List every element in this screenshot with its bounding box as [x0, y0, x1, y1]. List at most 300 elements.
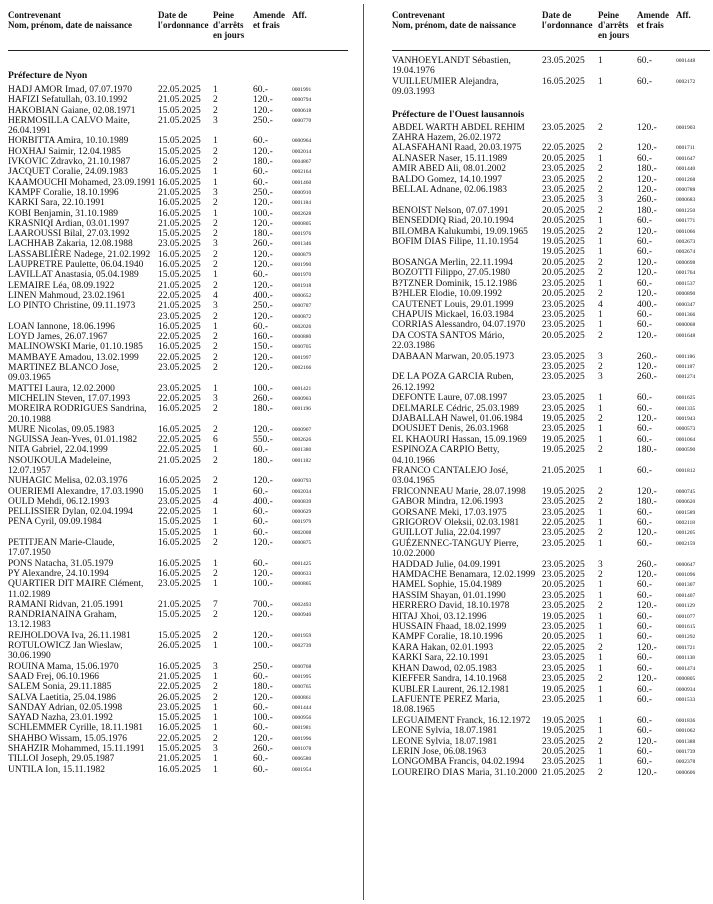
affaire-number: 0002159 — [676, 540, 696, 547]
contrevenant-name: LAAROUSSI Bilal, 27.03.1992 — [8, 229, 130, 240]
ordonnance-date: 23.05.2025 — [542, 601, 585, 612]
affaire-number: 0000633 — [292, 570, 312, 577]
contrevenant-name: ROUINA Mama, 15.06.1970 — [8, 661, 119, 672]
contrevenant-name: SAAD Frej, 06.10.1966 — [8, 671, 100, 682]
ordonnance-date: 15.05.2025 — [158, 713, 201, 724]
list-item — [392, 279, 710, 289]
peine-jours: 2 — [598, 268, 603, 279]
peine-jours: 1 — [598, 580, 603, 591]
table-header — [392, 10, 710, 50]
affaire-number: 0001205 — [676, 530, 696, 537]
list-item — [8, 167, 348, 177]
ordonnance-date: 19.05.2025 — [542, 486, 585, 497]
peine-jours: 1 — [213, 702, 218, 713]
peine-jours: 1 — [213, 723, 218, 734]
peine-jours: 3 — [213, 393, 218, 404]
contrevenant-name: MALINOWSKI Marie, 01.10.1985 — [8, 342, 143, 353]
ordonnance-date: 19.05.2025 — [542, 413, 585, 424]
list-item — [392, 310, 710, 320]
list-item — [392, 632, 710, 642]
affaire-number: 0000940 — [292, 612, 312, 619]
amende-frais: 60.- — [637, 278, 653, 289]
amende-frais: 60.- — [637, 424, 653, 435]
ordonnance-date: 23.05.2025 — [542, 309, 585, 320]
contrevenant-name: CAUTENET Louis, 29.01.1999 — [392, 299, 514, 310]
affaire-number: 0001380 — [292, 447, 312, 454]
ordonnance-date: 23.05.2025 — [158, 363, 201, 374]
peine-jours: 2 — [213, 568, 218, 579]
contrevenant-name: UNTILA Ion, 15.11.1982 — [8, 764, 106, 775]
contrevenant-name: QUARTIER DIT MAIRE Clément, 11.02.1989 — [8, 579, 144, 600]
affaire-number: 0002014 — [292, 148, 312, 155]
affaire-number: 0001537 — [676, 280, 696, 287]
peine-jours: 2 — [598, 143, 603, 154]
amende-frais: 400.- — [253, 290, 273, 301]
peine-jours: 2 — [213, 105, 218, 116]
peine-jours: 1 — [598, 216, 603, 227]
ordonnance-date: 23.05.2025 — [542, 351, 585, 362]
list-item — [8, 497, 348, 507]
ordonnance-date: 23.05.2025 — [542, 278, 585, 289]
peine-jours: 1 — [213, 517, 218, 528]
ordonnance-date: 23.05.2025 — [542, 299, 585, 310]
header-aff: Aff. — [676, 10, 691, 20]
peine-jours: 1 — [598, 694, 603, 705]
affaire-number: 0000875 — [292, 540, 312, 547]
list-item — [392, 331, 710, 352]
contrevenant-name: PY Alexandre, 24.10.1994 — [8, 568, 109, 579]
ordonnance-date: 23.05.2025 — [542, 622, 585, 633]
contrevenant-name: SHAHBO Wissam, 15.05.1976 — [8, 733, 127, 744]
contrevenant-name: PENA Cyril, 09.09.1984 — [8, 517, 102, 528]
ordonnance-date: 22.05.2025 — [158, 507, 201, 518]
contrevenant-name: LERIN Jose, 06.08.1963 — [392, 746, 487, 757]
peine-jours: 1 — [213, 383, 218, 394]
peine-jours: 2 — [213, 476, 218, 487]
list-item — [8, 219, 348, 229]
header-amende: Amende et frais — [637, 10, 669, 30]
contrevenant-name: GORSANE Meki, 17.03.1975 — [392, 507, 507, 518]
list-item — [392, 206, 710, 216]
peine-jours: 2 — [598, 330, 603, 341]
amende-frais: 120.- — [253, 476, 273, 487]
list-item — [8, 291, 348, 301]
list-item — [392, 664, 710, 674]
list-item — [392, 143, 710, 153]
list-item — [8, 517, 348, 538]
ordonnance-date: 23.05.2025 — [542, 320, 585, 331]
list-item — [8, 394, 348, 404]
amende-frais: 120.- — [253, 610, 273, 621]
amende-frais: 120.- — [637, 257, 657, 268]
peine-jours: 2 — [213, 630, 218, 641]
list-item — [392, 175, 710, 185]
header-amende: Amende et frais — [253, 10, 285, 30]
affaire-number: 0001970 — [292, 272, 312, 279]
contrevenant-name: HOXHAJ Saimir, 12.04.1985 — [8, 146, 121, 157]
ordonnance-date: 23.05.2025 — [542, 497, 585, 508]
list-item — [8, 744, 348, 754]
list-item — [8, 507, 348, 517]
list-item — [392, 300, 710, 310]
peine-jours: 1 — [598, 653, 603, 664]
affaire-number: 0000910 — [292, 189, 312, 196]
section-title: Préfecture de Nyon — [8, 70, 88, 81]
peine-jours: 2 — [213, 157, 218, 168]
peine-jours: 2 — [213, 218, 218, 229]
peine-jours: 1 — [213, 136, 218, 147]
list-item — [8, 476, 348, 486]
amende-frais: 120.- — [637, 143, 657, 154]
ordonnance-date: 20.05.2025 — [542, 216, 585, 227]
peine-jours: 1 — [598, 590, 603, 601]
list-item — [8, 610, 348, 631]
contrevenant-name: VUILLEUMIER Alejandra, 09.03.1993 — [392, 76, 499, 98]
list-item — [8, 682, 348, 692]
amende-frais: 260.- — [253, 744, 273, 754]
list-item — [392, 56, 710, 77]
ordonnance-date: 22.05.2025 — [158, 682, 201, 693]
peine-jours: 1 — [213, 754, 218, 765]
list-item — [8, 136, 348, 146]
peine-jours: 1 — [598, 746, 603, 757]
amende-frais: 60.- — [637, 653, 653, 664]
list-item — [392, 591, 710, 601]
affaire-number: 0001077 — [676, 613, 696, 620]
amende-frais: 60.- — [637, 507, 653, 518]
affaire-number: 0000861 — [292, 694, 312, 701]
peine-jours: 2 — [598, 164, 603, 175]
column-divider — [363, 4, 364, 900]
ordonnance-date: 22.05.2025 — [158, 733, 201, 744]
amende-frais: 180.- — [253, 229, 273, 240]
ordonnance-date: 21.05.2025 — [158, 280, 201, 291]
affaire-number: 0000964 — [292, 138, 312, 145]
affaire-number: 0001186 — [676, 353, 696, 360]
list-item — [8, 754, 348, 764]
peine-jours: 1 — [213, 85, 218, 95]
peine-jours: 1 — [213, 507, 218, 518]
amende-frais: 100.- — [253, 208, 273, 219]
contrevenant-name: SCHLEMMER Cyrille, 18.11.1981 — [8, 723, 144, 734]
list-item — [392, 445, 710, 466]
list-item — [392, 643, 710, 653]
peine-jours: 4 — [213, 290, 218, 301]
list-item — [392, 580, 710, 590]
amende-frais: 550.- — [253, 435, 273, 446]
list-item — [8, 559, 348, 569]
amende-frais: 180.- — [253, 682, 273, 693]
ordonnance-date: 16.05.2025 — [158, 342, 201, 353]
ordonnance-date: 21.05.2025 — [158, 599, 201, 610]
contrevenant-name: B?TZNER Dominik, 15.12.1986 — [392, 278, 517, 289]
affaire-number: 0002739 — [292, 643, 312, 650]
affaire-number: 0000839 — [292, 498, 312, 505]
peine-jours: 2 — [598, 257, 603, 268]
amende-frais: 60.- — [637, 309, 653, 320]
ordonnance-date: 23.05.2025 — [158, 311, 201, 322]
affaire-number: 0006580 — [292, 756, 312, 763]
ordonnance-date: 23.05.2025 — [158, 702, 201, 713]
ordonnance-date: 16.05.2025 — [158, 476, 201, 487]
ordonnance-date: 16.05.2025 — [158, 260, 201, 271]
ordonnance-date: 20.05.2025 — [542, 580, 585, 591]
ordonnance-date: 16.05.2025 — [158, 764, 201, 775]
affaire-number: 0000805 — [676, 676, 696, 683]
affaire-number: 0002674 — [676, 249, 696, 256]
contrevenant-name: BOFIM DIAS Filipe, 11.10.1954 — [392, 237, 519, 248]
list-item — [8, 363, 348, 384]
list-item — [8, 178, 348, 188]
amende-frais: 60.- — [253, 671, 269, 682]
contrevenant-name: HITAJ Xhoi, 03.12.1996 — [392, 611, 487, 622]
amende-frais: 260.- — [637, 559, 657, 570]
ordonnance-date: 19.05.2025 — [542, 434, 585, 445]
contrevenant-name: MATTEI Laura, 12.02.2000 — [8, 383, 115, 394]
ordonnance-date: 15.05.2025 — [158, 610, 201, 621]
ordonnance-date: 26.05.2025 — [158, 641, 201, 652]
list-item — [8, 353, 348, 363]
peine-jours: 3 — [213, 115, 218, 126]
peine-jours: 2 — [213, 311, 218, 322]
list-item — [8, 260, 348, 270]
amende-frais: 700.- — [253, 599, 273, 610]
ordonnance-date: 23.05.2025 — [542, 653, 585, 664]
amende-frais: 60.- — [637, 580, 653, 591]
peine-jours: 1 — [598, 684, 603, 695]
ordonnance-date: 23.05.2025 — [158, 383, 201, 394]
peine-jours: 1 — [598, 56, 603, 66]
peine-jours: 2 — [213, 455, 218, 466]
amende-frais: 60.- — [637, 590, 653, 601]
peine-jours: 2 — [213, 249, 218, 260]
contrevenant-name: REJHOLDOVA Iva, 26.11.1981 — [8, 630, 131, 641]
list-item — [8, 456, 348, 477]
ordonnance-date: 21.05.2025 — [158, 671, 201, 682]
ordonnance-date: 21.05.2025 — [158, 95, 201, 106]
ordonnance-date: 15.05.2025 — [158, 486, 201, 497]
amende-frais: 180.- — [637, 445, 657, 456]
amende-frais: 120.- — [637, 674, 657, 685]
peine-jours: 1 — [598, 76, 603, 87]
list-item — [392, 466, 710, 487]
affaire-number: 0001274 — [676, 374, 696, 381]
list-item — [392, 518, 710, 528]
ordonnance-date: 20.05.2025 — [542, 330, 585, 341]
entries-list — [392, 123, 710, 779]
affaire-number: 0001764 — [676, 270, 696, 277]
amende-frais: 260.- — [637, 195, 657, 206]
list-item — [8, 600, 348, 610]
peine-jours: 3 — [213, 187, 218, 198]
affaire-number: 0001812 — [676, 467, 696, 474]
affaire-number: 0000347 — [676, 301, 696, 308]
list-item — [8, 332, 348, 342]
ordonnance-date: 16.05.2025 — [158, 538, 201, 549]
affaire-number: 0001066 — [676, 228, 696, 235]
peine-jours: 1 — [213, 321, 218, 332]
contrevenant-name: LEMAIRE Léa, 08.09.1922 — [8, 280, 115, 291]
list-item — [392, 757, 710, 767]
list-item — [8, 147, 348, 157]
amende-frais: 180.- — [637, 497, 657, 508]
list-item — [8, 116, 348, 137]
amende-frais: 120.- — [253, 630, 273, 641]
affaire-number: 0000652 — [292, 292, 312, 299]
ordonnance-date: 15.05.2025 — [158, 270, 201, 281]
header-name: Contrevenant Nom, prénom, date de naissance — [8, 10, 132, 30]
ordonnance-date: 22.05.2025 — [158, 290, 201, 301]
affaire-number: 0002626 — [292, 437, 312, 444]
ordonnance-date: 15.05.2025 — [158, 527, 201, 538]
peine-jours: 2 — [213, 363, 218, 374]
peine-jours: 2 — [598, 122, 603, 133]
peine-jours: 1 — [598, 518, 603, 529]
affaire-number: 0001615 — [676, 624, 696, 631]
list-item — [392, 216, 710, 226]
affaire-number: 0000629 — [292, 509, 312, 516]
ordonnance-date: 23.05.2025 — [542, 372, 585, 383]
amende-frais: 60.- — [253, 558, 269, 569]
ordonnance-date: 15.05.2025 — [158, 105, 201, 116]
entries-list — [8, 85, 348, 775]
ordonnance-date: 23.05.2025 — [542, 674, 585, 685]
ordonnance-date: 15.05.2025 — [158, 136, 201, 147]
list-item — [392, 154, 710, 164]
affaire-number: 0001196 — [292, 406, 312, 413]
affaire-number: 0001943 — [676, 415, 696, 422]
contrevenant-name: RANDRIANAINA Graham, 13.12.1983 — [8, 610, 117, 631]
list-item — [8, 765, 348, 775]
amende-frais: 120.- — [253, 352, 273, 363]
contrevenant-name: KARKI Sara, 22.10.1991 — [8, 198, 105, 209]
contrevenant-name: DEFONTE Laure, 07.08.1997 — [392, 393, 508, 404]
peine-jours: 2 — [598, 570, 603, 581]
ordonnance-date: 15.05.2025 — [158, 229, 201, 240]
ordonnance-date: 23.05.2025 — [542, 507, 585, 518]
peine-jours: 2 — [598, 413, 603, 424]
amende-frais: 60.- — [253, 85, 269, 95]
affaire-number: 0002034 — [292, 488, 312, 495]
contrevenant-name: OUERIEMI Alexandre, 17.03.1990 — [8, 486, 144, 497]
contrevenant-name: HERMOSILLA CALVO Maite, 26.04.1991 — [8, 115, 130, 137]
list-item — [8, 157, 348, 167]
peine-jours: 2 — [213, 733, 218, 744]
affaire-number: 0001589 — [676, 509, 696, 516]
ordonnance-date: 16.05.2025 — [158, 198, 201, 209]
contrevenant-name: KAAMOUCHI Mohamed, 23.09.1991 — [8, 177, 156, 188]
peine-jours: 2 — [598, 185, 603, 196]
contrevenant-name: ROTULOWICZ Jan Wieslaw, 30.06.1990 — [8, 641, 123, 662]
affaire-number: 0001711 — [676, 145, 696, 152]
amende-frais: 120.- — [637, 486, 657, 497]
peine-jours: 6 — [213, 435, 218, 446]
affaire-number: 0001268 — [676, 176, 696, 183]
amende-frais: 60.- — [253, 764, 269, 775]
ordonnance-date: 23.05.2025 — [542, 403, 585, 414]
affaire-number: 0000880 — [292, 334, 312, 341]
affaire-number: 0001918 — [292, 282, 312, 289]
affaire-number: 0001647 — [676, 155, 696, 162]
list-item — [8, 672, 348, 682]
ordonnance-date: 15.05.2025 — [158, 146, 201, 157]
peine-jours: 1 — [598, 278, 603, 289]
ordonnance-date: 23.05.2025 — [542, 559, 585, 570]
ordonnance-date: 21.05.2025 — [158, 187, 201, 198]
affaire-number: 0000745 — [676, 488, 696, 495]
affaire-number: 0001078 — [292, 746, 312, 752]
contrevenant-name: HADDAD Julie, 04.09.1991 — [392, 559, 501, 570]
affaire-number: 0000956 — [292, 715, 312, 722]
amende-frais: 60.- — [253, 167, 269, 178]
list-item — [392, 414, 710, 424]
peine-jours: 1 — [598, 757, 603, 768]
contrevenant-name: LEONE Sylvia, 18.07.1981 — [392, 726, 498, 737]
contrevenant-name: VANHOEYLANDT Sébastien, 19.04.1976 — [392, 56, 511, 77]
contrevenant-name: LEGUAIMENT Franck, 16.12.1972 — [392, 715, 531, 726]
peine-jours: 1 — [213, 167, 218, 178]
list-item — [392, 716, 710, 726]
list-item — [8, 404, 348, 425]
amende-frais: 120.- — [637, 570, 657, 581]
peine-jours: 4 — [213, 496, 218, 507]
list-item — [8, 229, 348, 239]
list-item — [8, 384, 348, 394]
amende-frais: 60.- — [253, 321, 269, 332]
amende-frais: 60.- — [253, 507, 269, 518]
ordonnance-date: 20.05.2025 — [542, 205, 585, 216]
affaire-number: 0000793 — [292, 478, 312, 485]
amende-frais: 60.- — [253, 136, 269, 147]
list-item — [392, 539, 710, 560]
peine-jours: 1 — [213, 527, 218, 538]
peine-jours: 1 — [213, 671, 218, 682]
peine-jours: 2 — [213, 198, 218, 209]
amende-frais: 180.- — [637, 205, 657, 216]
contrevenant-name: FRICONNEAU Marie, 28.07.1998 — [392, 486, 526, 497]
ordonnance-date: 16.05.2025 — [158, 321, 201, 332]
peine-jours: 1 — [213, 641, 218, 652]
amende-frais: 180.- — [253, 404, 273, 415]
contrevenant-name: NUHAGIC Melisa, 02.03.1976 — [8, 476, 128, 487]
ordonnance-date: 22.05.2025 — [542, 518, 585, 529]
list-item — [8, 713, 348, 723]
peine-jours: 1 — [598, 403, 603, 414]
ordonnance-date: 22.05.2025 — [158, 85, 201, 95]
ordonnance-date: 21.05.2025 — [158, 115, 201, 126]
affaire-number: 0001954 — [292, 766, 312, 773]
amende-frais: 60.- — [637, 684, 653, 695]
peine-jours: 3 — [598, 351, 603, 362]
peine-jours: 3 — [213, 239, 218, 250]
ordonnance-date: 22.05.2025 — [158, 435, 201, 446]
peine-jours: 1 — [598, 622, 603, 633]
contrevenant-name: B?HLER Elodie, 10.09.1992 — [392, 289, 503, 300]
contrevenant-name: GUÉZENNEC-TANGUY Pierre, 10.02.2000 — [392, 538, 519, 560]
peine-jours: 2 — [213, 146, 218, 157]
contrevenant-name: KIEFFER Sandra, 14.10.1968 — [392, 674, 507, 685]
amende-frais: 120.- — [637, 601, 657, 612]
contrevenant-name: MOREIRA RODRIGUES Sandrina, 20.10.1988 — [8, 404, 147, 425]
amende-frais: 60.- — [637, 538, 653, 549]
amende-frais: 120.- — [253, 249, 273, 260]
affaire-number: 0002493 — [292, 601, 312, 608]
amende-frais: 400.- — [253, 496, 273, 507]
ordonnance-date: 15.05.2025 — [158, 630, 201, 641]
ordonnance-date: 21.05.2025 — [542, 465, 585, 476]
contrevenant-name: LASSABLIÈRE Nadege, 21.02.1992 — [8, 249, 151, 260]
amende-frais: 120.- — [637, 361, 657, 372]
